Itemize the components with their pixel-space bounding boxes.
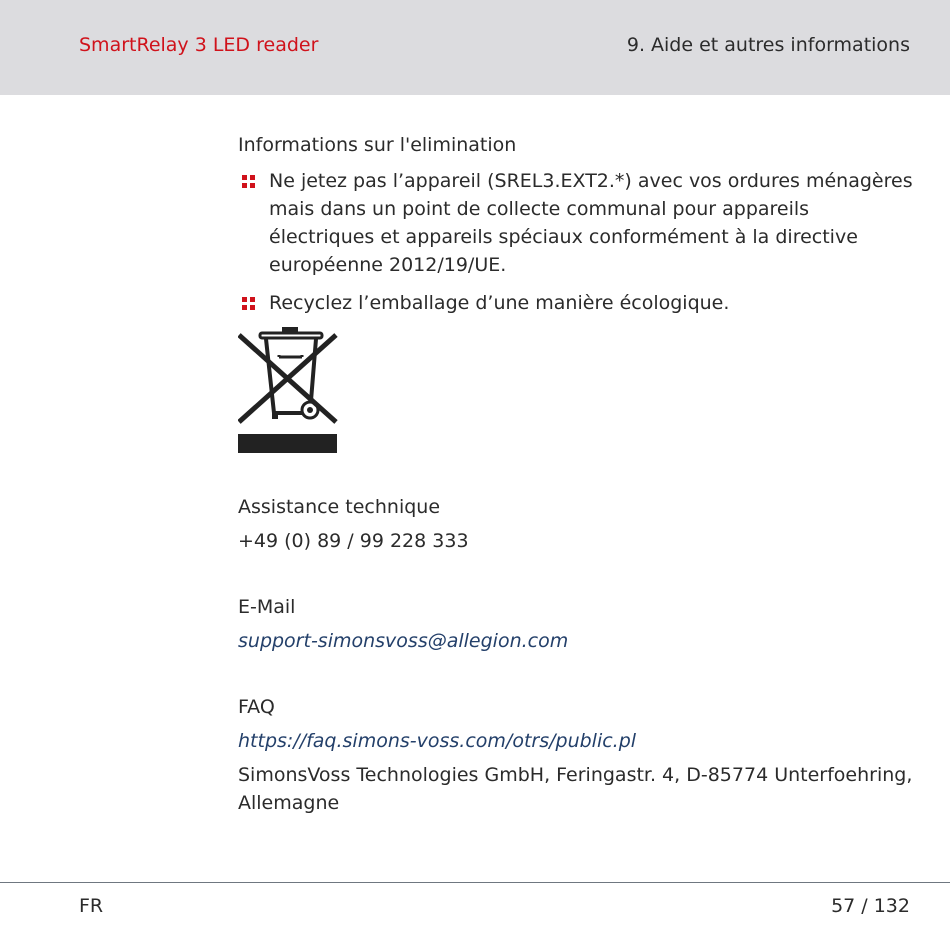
weee-crossed-bin-icon [238, 327, 338, 455]
email-label: E-Mail [238, 596, 296, 618]
disposal-heading: Informations sur l'elimination [238, 134, 517, 156]
page-header [0, 0, 950, 95]
email-section [238, 593, 918, 655]
email-link[interactable]: support-simonsvoss@allegion.com [238, 630, 569, 652]
bullet-text: Ne jetez pas l’appareil (SREL3.EXT2.*) avec vos ordures ménagères mais dans un point de collecte communal pour appareils électriques et appareils spéciaux conformément à la directive européenne 2012/19/UE. [269, 170, 913, 276]
list-item [238, 289, 918, 317]
footer-divider [0, 882, 950, 883]
page-number: 57 / 132 [831, 895, 910, 917]
main-content [238, 131, 918, 823]
support-phone: +49 (0) 89 / 99 228 333 [238, 530, 469, 552]
bullet-icon [242, 175, 255, 188]
support-section [238, 493, 918, 555]
product-title: SmartRelay 3 LED reader [79, 34, 319, 56]
chapter-title: 9. Aide et autres informations [626, 34, 910, 56]
faq-label: FAQ [238, 696, 275, 718]
faq-section [238, 693, 918, 817]
bullet-icon [242, 297, 255, 310]
faq-link[interactable]: https://faq.simons-voss.com/otrs/public.pl [238, 730, 637, 752]
disposal-list [238, 167, 918, 317]
list-item [238, 167, 918, 279]
footer-language: FR [79, 895, 104, 917]
support-label: Assistance technique [238, 496, 441, 518]
company-address: SimonsVoss Technologies GmbH, Feringastr. 4, D-85774 Unterfoehring, Allemagne [238, 764, 913, 814]
bullet-text: Recyclez l’emballage d’une manière écologique. [269, 292, 730, 314]
